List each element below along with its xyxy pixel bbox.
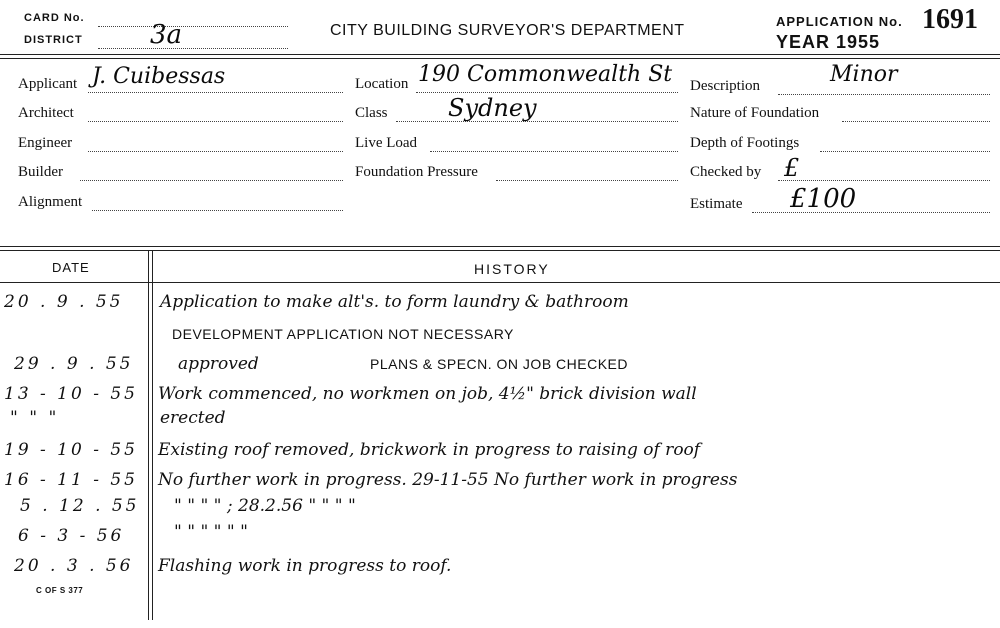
location-line <box>416 92 678 93</box>
application-number: 1691 <box>922 4 978 35</box>
table-header-rule <box>0 282 1000 283</box>
foundation-pressure-line <box>496 180 678 181</box>
row-history: No further work in progress. 29-11-55 No further work in progress <box>158 470 738 490</box>
district-line <box>98 48 288 49</box>
location-value: 190 Commonwealth St <box>418 62 673 87</box>
card-no-label: CARD No. <box>24 12 85 24</box>
depth-line <box>820 151 990 152</box>
description-label: Description <box>690 78 760 94</box>
live-load-line <box>430 151 678 152</box>
depth-label: Depth of Footings <box>690 135 800 151</box>
district-value: 3a <box>150 20 183 50</box>
table-rule-top <box>0 246 1000 247</box>
table-rule-top-2 <box>0 250 1000 251</box>
builder-label: Builder <box>18 164 63 180</box>
alignment-label: Alignment <box>18 194 83 210</box>
row-date: 16 - 11 - 55 <box>4 470 138 490</box>
architect-line <box>88 121 343 122</box>
builder-line <box>80 180 343 181</box>
checked-label: Checked by <box>690 164 762 180</box>
district-label: DISTRICT <box>24 34 83 46</box>
alignment-line <box>92 210 343 211</box>
checked-line <box>778 180 990 181</box>
form-code: C OF S 377 <box>36 586 84 595</box>
date-header: DATE <box>52 260 90 275</box>
engineer-line <box>88 151 343 152</box>
row-history: Flashing work in progress to roof. <box>158 556 452 576</box>
header-rule-bottom <box>0 58 1000 59</box>
estimate-line <box>752 212 990 213</box>
architect-label: Architect <box>18 105 74 121</box>
row-date: 20 . 9 . 55 <box>4 292 124 312</box>
description-line <box>778 94 990 95</box>
class-label: Class <box>355 105 388 121</box>
date-column-divider-2 <box>152 250 153 620</box>
live-load-label: Live Load <box>355 135 418 151</box>
description-value: Minor <box>830 62 898 87</box>
row-date: 13 - 10 - 55 <box>4 384 138 404</box>
location-label: Location <box>355 76 409 92</box>
class-line <box>396 121 678 122</box>
applicant-value: J. Cuibessas <box>92 64 226 89</box>
row-date: 5 . 12 . 55 <box>20 496 140 516</box>
row-date: 6 - 3 - 56 <box>18 526 125 546</box>
row-date: 19 - 10 - 55 <box>4 440 138 460</box>
row-history: approved <box>178 354 259 374</box>
nature-label: Nature of Foundation <box>690 105 820 121</box>
row-date: " " " <box>10 408 60 428</box>
applicant-line <box>88 92 343 93</box>
row-date: 29 . 9 . 55 <box>14 354 134 374</box>
application-label: APPLICATION No. <box>776 14 903 29</box>
checked-value: £ <box>784 154 800 182</box>
row-history: Existing roof removed, brickwork in progress to raising of roof <box>158 440 701 460</box>
estimate-label: Estimate <box>690 196 743 212</box>
applicant-label: Applicant <box>18 76 78 92</box>
estimate-value: £100 <box>790 184 857 214</box>
history-header: HISTORY <box>474 261 550 277</box>
year-label: YEAR 1955 <box>776 32 881 52</box>
header-rule-top <box>0 54 1000 55</box>
date-column-divider <box>148 250 149 620</box>
row-history: " " " " " " <box>174 522 248 542</box>
row-date: 20 . 3 . 56 <box>14 556 134 576</box>
row-stamp: PLANS & SPECN. ON JOB CHECKED <box>370 356 629 372</box>
nature-line <box>842 121 990 122</box>
department-title: CITY BUILDING SURVEYOR'S DEPARTMENT <box>330 22 685 39</box>
row-stamp: DEVELOPMENT APPLICATION NOT NECESSARY <box>172 326 514 342</box>
row-history: erected <box>160 408 226 428</box>
card-no-line <box>98 26 288 27</box>
engineer-label: Engineer <box>18 135 73 151</box>
row-history: Work commenced, no workmen on job, 4½" brick division wall <box>158 384 697 404</box>
row-history: Application to make alt's. to form laundry & bathroom <box>160 292 629 312</box>
foundation-pressure-label: Foundation Pressure <box>355 164 478 180</box>
class-value: Sydney <box>448 94 537 122</box>
row-history: " " " " ; 28.2.56 " " " " <box>174 496 356 516</box>
